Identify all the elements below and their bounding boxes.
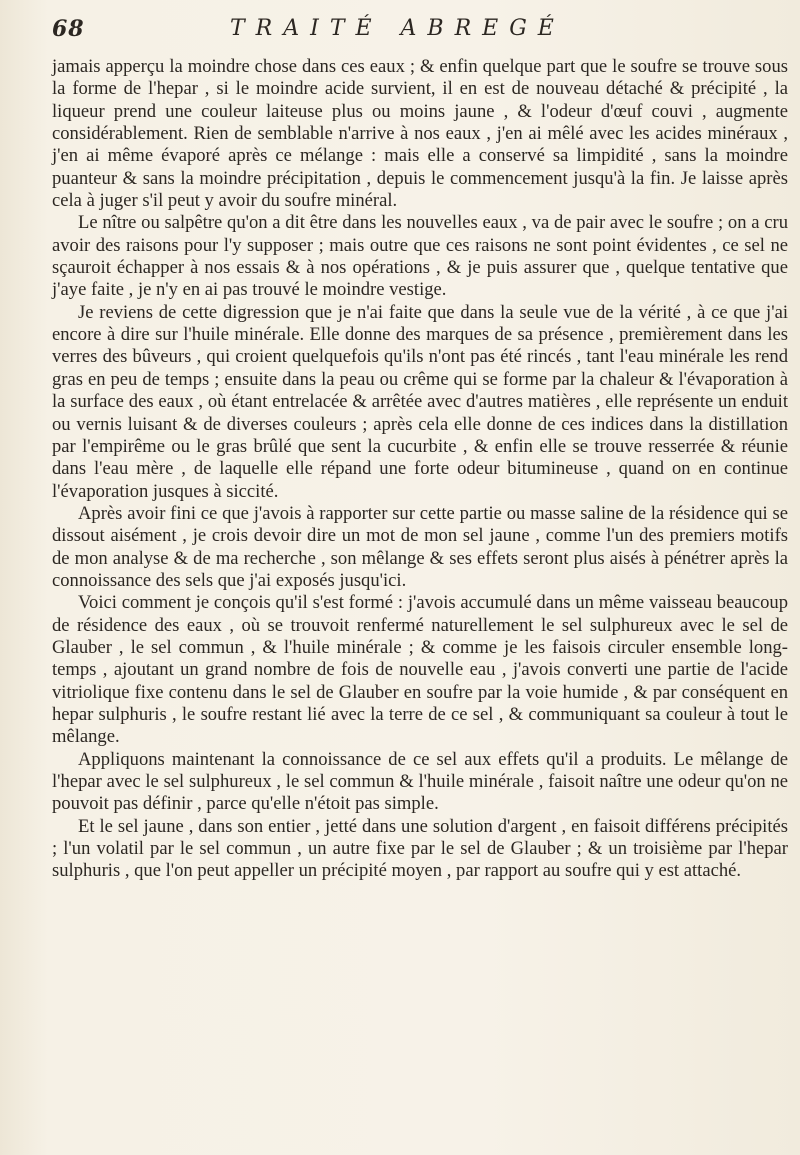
paragraph-4: Après avoir fini ce que j'avois à rapporter sur cette partie ou masse saline de la résidence qui se dissout aisément , je crois devoir dire un mot de mon sel jaune , comme l'un des premiers motifs de mon analyse & de ma recherche , son mêlange & ses effets seront plus aisés à pénétrer après la connoissance des sels que j'ai exposés jusqu'ici. <box>52 502 788 591</box>
paragraph-6: Appliquons maintenant la connoissance de ce sel aux effets qu'il a produits. Le mêlange de l'hepar avec le sel sulphureux , le sel commun & l'huile minérale , faisoit naître une odeur qu'on ne pouvoit pas définir , parce qu'elle n'étoit pas simple. <box>52 748 788 815</box>
page-number: 68 <box>52 16 85 42</box>
page-header <box>52 16 760 46</box>
paragraph-2: Le nître ou salpêtre qu'on a dit être dans les nouvelles eaux , va de pair avec le soufre ; on a cru avoir des raisons pour l'y supposer ; mais outre que ces raisons ne sont point évidentes , ce sel ne sçauroit échapper à nos essais & à nos opérations , & je puis assurer que , quelque tentative que j'aye faite , je n'y en ai pas trouvé le moindre vestige. <box>52 212 788 301</box>
paragraph-7: Et le sel jaune , dans son entier , jetté dans une solution d'argent , en faisoit différens précipités ; l'un volatil par le sel commun , un autre fixe par le sel de Glauber ; & un troisième par l'hepar sulphuris , que l'on peut appeller un précipité moyen , par rapport au soufre qui y est attaché. <box>52 815 788 882</box>
body-text <box>52 56 788 883</box>
paragraph-5: Voici comment je conçois qu'il s'est formé : j'avois accumulé dans un même vaisseau beaucoup de résidence des eaux , où se trouvoit renfermé naturellement le sel sulphureux avec le sel de Glauber , le sel commun , & l'huile minérale ; & comme je les faisois circuler ensemble long-temps , ajoutant un grand nombre de fois de nouvelle eau , j'avois converti une partie de l'acide vitriolique fixe contenu dans le sel de Glauber en soufre par la voie humide , & par conséquent en hepar sulphuris , le soufre restant lié avec la terre de ce sel , & communiquant sa couleur à tout le mêlange. <box>52 592 788 748</box>
running-title: TRAITÉ ABREGÉ <box>230 16 565 41</box>
paragraph-1: jamais apperçu la moindre chose dans ces eaux ; & enfin quelque part que le soufre se trouve sous la forme de l'hepar , si le moindre acide survient, il en est de nouveau détaché & précipité , la liqueur prend une couleur laiteuse plus ou moins jaune , & l'odeur d'œuf couvi , augmente considérablement. Rien de semblable n'arrive à nos eaux , j'en ai mêlé avec les acides minéraux , j'en ai même évaporé après ce mélange : mais elle a conservé sa limpidité , sans la moindre puanteur & sans la moindre précipitation , depuis le commencement jusqu'à la fin. Je laisse après cela à juger s'il peut y avoir du soufre minéral. <box>52 56 788 212</box>
paragraph-3: Je reviens de cette digression que je n'ai faite que dans la seule vue de la vérité , à ce que j'ai encore à dire sur l'huile minérale. Elle donne des marques de sa présence , premièrement dans les verres des bûveurs , qui croient quelquefois qu'ils n'ont pas été rincés , tant l'eau minérale les rend gras en peu de temps ; ensuite dans la peau ou crême qui se forme par la chaleur & l'évaporation à la surface des eaux , où étant entrelacée & arrêtée avec d'autres matières , elle représente un enduit ou vernis luisant & de diverses couleurs ; après cela elle donne de ces indices dans la distillation par l'empirême ou le gras brûlé que sent la cucurbite , & enfin elle se trouve resserrée & réunie dans l'eau mère , de laquelle elle répand une forte odeur bitumineuse , quand on en continue l'évaporation jusques à siccité. <box>52 301 788 502</box>
